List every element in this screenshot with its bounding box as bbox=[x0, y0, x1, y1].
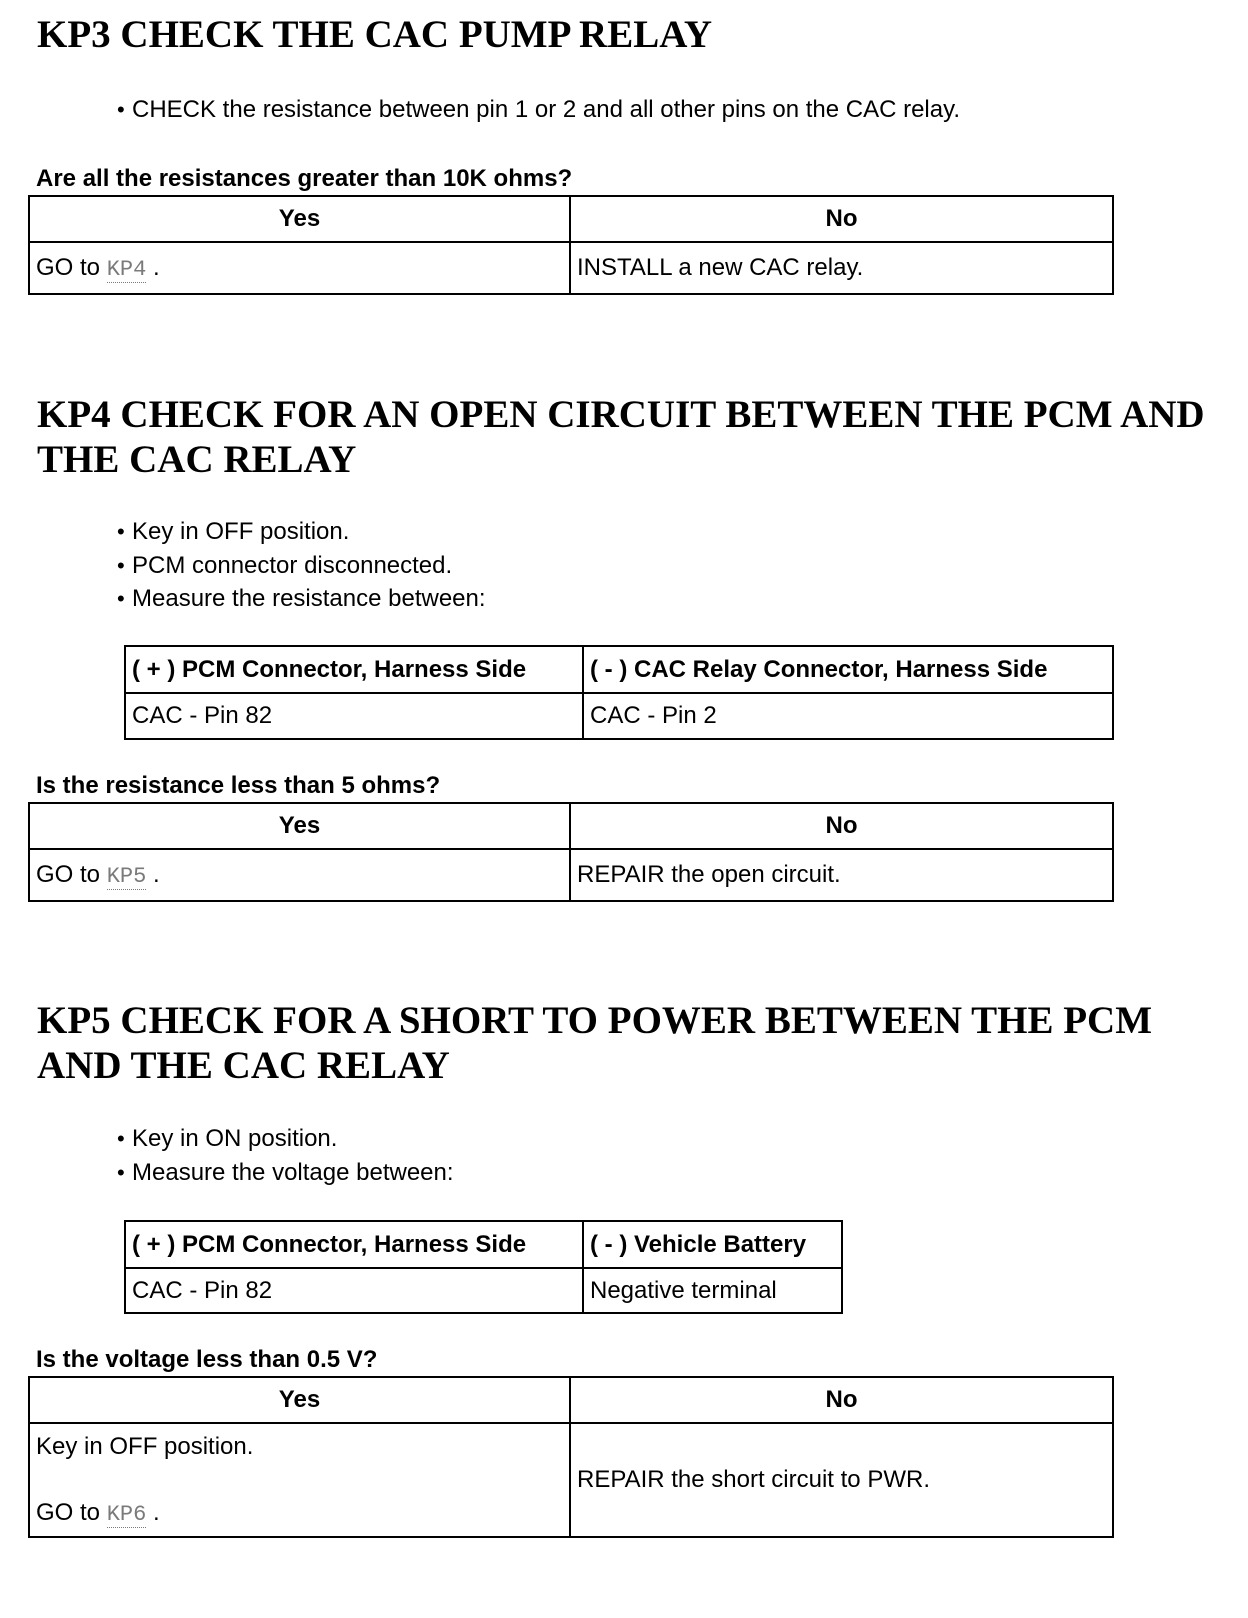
kp5-yes-line-1: Key in OFF position. bbox=[36, 1433, 254, 1460]
kp3-question: Are all the resistances greater than 10K ohms? bbox=[36, 165, 573, 192]
kp5-minus-value: Negative terminal bbox=[583, 1268, 842, 1313]
kp5-yes-header: Yes bbox=[29, 1377, 570, 1423]
kp4-yes-prefix: GO to bbox=[36, 861, 101, 888]
kp5-minus-header: ( - ) Vehicle Battery bbox=[583, 1221, 842, 1268]
kp5-title bbox=[37, 998, 1152, 1088]
kp4-measure-table bbox=[124, 645, 1114, 740]
kp4-minus-value: CAC - Pin 2 bbox=[583, 693, 1113, 739]
kp4-title-line-2: THE CAC RELAY bbox=[37, 438, 357, 481]
kp3-bullet-1: • CHECK the resistance between pin 1 or 2 and all other pins on the CAC relay. bbox=[117, 93, 960, 127]
kp3-result-table bbox=[28, 195, 1114, 295]
kp5-title-line-2: AND THE CAC RELAY bbox=[37, 1044, 450, 1087]
kp3-yes-header: Yes bbox=[29, 196, 570, 242]
kp3-no-header: No bbox=[570, 196, 1113, 242]
kp3-yes-link-kp4[interactable]: KP4 bbox=[106, 257, 147, 282]
kp4-minus-header: ( - ) CAC Relay Connector, Harness Side bbox=[583, 646, 1113, 693]
kp4-yes-header: Yes bbox=[29, 803, 570, 849]
kp4-question: Is the resistance less than 5 ohms? bbox=[36, 772, 441, 799]
kp5-yes-suffix: . bbox=[152, 1499, 160, 1526]
kp4-yes-link-kp5[interactable]: KP5 bbox=[106, 864, 147, 889]
kp3-yes-prefix: GO to bbox=[36, 254, 101, 281]
kp4-bullet-list bbox=[117, 515, 486, 616]
kp5-bullet-1: • Key in ON position. bbox=[117, 1122, 454, 1156]
kp4-plus-value: CAC - Pin 82 bbox=[125, 693, 583, 739]
kp3-yes-suffix: . bbox=[152, 254, 160, 281]
kp4-no-header: No bbox=[570, 803, 1113, 849]
kp4-title-line-1: KP4 CHECK FOR AN OPEN CIRCUIT BETWEEN THE PCM AND bbox=[37, 393, 1205, 436]
kp5-bullet-list bbox=[117, 1122, 454, 1189]
kp4-plus-header: ( + ) PCM Connector, Harness Side bbox=[125, 646, 583, 693]
kp5-yes-cell bbox=[29, 1423, 570, 1537]
kp5-bullet-2: • Measure the voltage between: bbox=[117, 1156, 454, 1190]
kp5-yes-link-kp6[interactable]: KP6 bbox=[106, 1502, 147, 1527]
kp4-result-table bbox=[28, 802, 1114, 902]
kp5-question: Is the voltage less than 0.5 V? bbox=[36, 1346, 378, 1373]
kp5-yes-line-2 bbox=[36, 1498, 563, 1530]
kp4-no-cell: REPAIR the open circuit. bbox=[570, 849, 1113, 901]
kp5-plus-header: ( + ) PCM Connector, Harness Side bbox=[125, 1221, 583, 1268]
kp4-bullet-2: • PCM connector disconnected. bbox=[117, 549, 486, 583]
kp5-title-line-1: KP5 CHECK FOR A SHORT TO POWER BETWEEN THE PCM bbox=[37, 999, 1153, 1042]
kp4-yes-cell bbox=[29, 849, 570, 901]
kp3-title: KP3 CHECK THE CAC PUMP RELAY bbox=[37, 13, 712, 56]
kp5-result-table bbox=[28, 1376, 1114, 1538]
kp5-measure-table bbox=[124, 1220, 843, 1314]
kp3-bullet-list bbox=[117, 93, 960, 127]
kp5-plus-value: CAC - Pin 82 bbox=[125, 1268, 583, 1313]
kp4-bullet-1: • Key in OFF position. bbox=[117, 515, 486, 549]
kp4-title bbox=[37, 392, 1205, 482]
kp5-no-header: No bbox=[570, 1377, 1113, 1423]
kp5-yes-prefix: GO to bbox=[36, 1499, 101, 1526]
kp3-no-cell: INSTALL a new CAC relay. bbox=[570, 242, 1113, 294]
kp3-yes-cell bbox=[29, 242, 570, 294]
kp4-bullet-3: • Measure the resistance between: bbox=[117, 582, 486, 616]
kp4-yes-suffix: . bbox=[152, 861, 160, 888]
kp5-no-cell: REPAIR the short circuit to PWR. bbox=[570, 1423, 1113, 1537]
